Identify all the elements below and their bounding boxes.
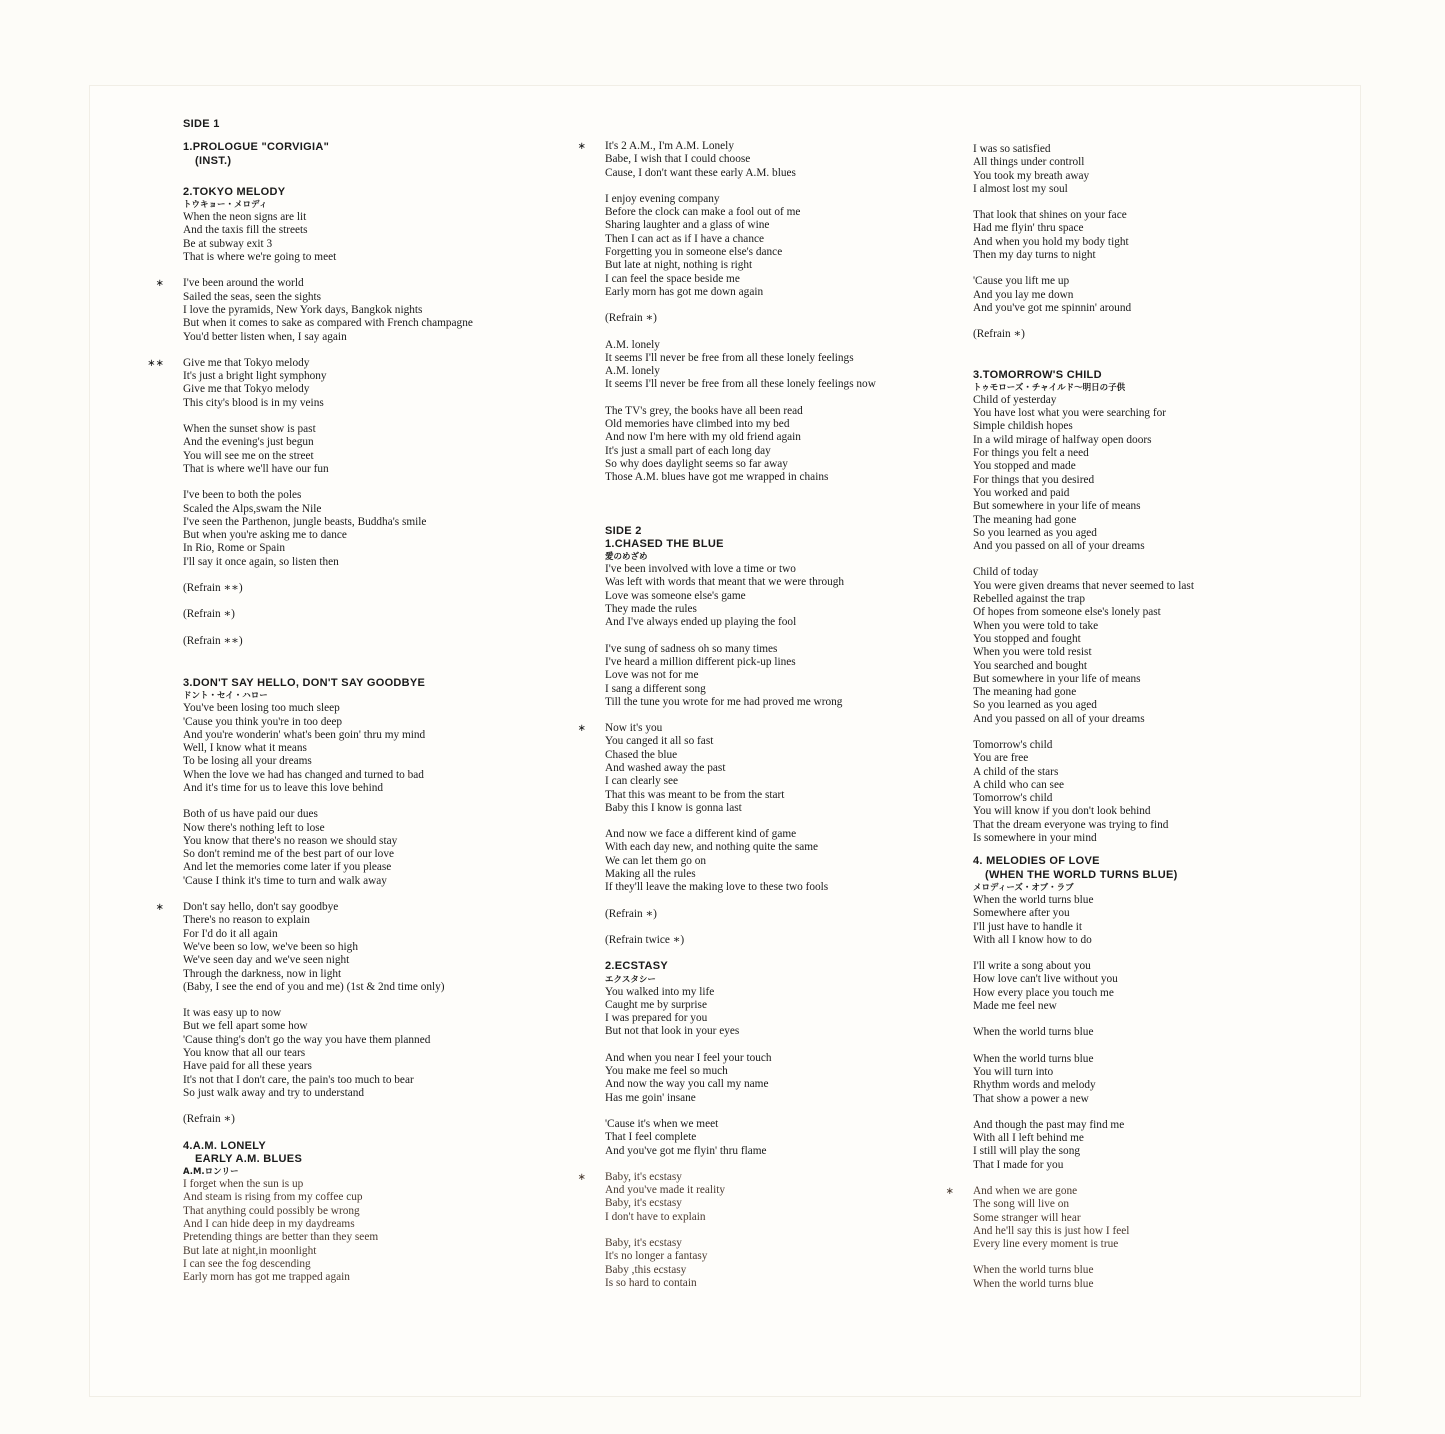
side-1-heading: SIDE 1 — [183, 118, 220, 130]
lyric-line: How love can't live without you — [973, 973, 1118, 986]
lyric-line: So you learned as you aged — [973, 699, 1097, 712]
lyric-line: Now it's you — [605, 722, 663, 735]
stanza — [165, 489, 545, 569]
lyric-line: Those A.M. blues have got me wrapped in chains — [605, 471, 829, 484]
lyric-line: You worked and paid — [973, 486, 1070, 499]
song-subtitle-early-am-blues: EARLY A.M. BLUES — [195, 1152, 303, 1165]
lyric-line: And washed away the past — [605, 761, 726, 774]
lyric-line: You stopped and made — [973, 460, 1076, 473]
lyric-line: That show a power a new — [973, 1092, 1089, 1105]
lyric-line: For I'd do it all again — [183, 927, 278, 940]
stanza-refrain-star — [945, 1185, 1335, 1251]
refrain-note: (Refrain twice ∗) — [605, 933, 685, 946]
lyric-line: Baby ,this ecstasy — [605, 1263, 687, 1276]
lyric-line: You will know if you don't look behind — [973, 805, 1151, 818]
stanza — [587, 193, 967, 299]
lyric-line: Somewhere after you — [973, 907, 1070, 920]
lyric-line: Rebelled against the trap — [973, 593, 1085, 606]
lyric-line: And you're wonderin' what's been goin' thru my mind — [183, 728, 426, 741]
lyric-line: 'Cause thing's don't go the way you have them planned — [183, 1033, 431, 1046]
song-title-prologue: 1.PROLOGUE "CORVIGIA" — [183, 141, 330, 154]
lyric-line: When the sunset show is past — [183, 423, 316, 436]
lyric-line: I still will play the song — [973, 1145, 1081, 1158]
lyric-line: In Rio, Rome or Spain — [183, 542, 285, 555]
lyric-line: That I made for you — [973, 1158, 1064, 1171]
song-title-tomorrows-child: 3.TOMORROW'S CHILD — [973, 368, 1102, 381]
lyric-line: When the neon signs are lit — [183, 211, 307, 224]
lyric-line: A child of the stars — [973, 765, 1059, 778]
stanza — [587, 1237, 967, 1290]
song-jp-title: トウキョー・メロディ — [183, 200, 268, 211]
lyric-line: But when it comes to sake as compared with French champagne — [183, 317, 473, 330]
lyrics-column-2 — [577, 140, 967, 1290]
lyric-line: When the world turns blue — [973, 1277, 1094, 1290]
lyric-line: Was left with words that meant that we were through — [605, 576, 845, 589]
stanza-refrain-star — [577, 140, 967, 180]
lyric-line: I enjoy evening company — [605, 192, 720, 205]
lyric-line: Well, I know what it means — [183, 742, 307, 755]
lyric-line: And steam is rising from my coffee cup — [183, 1191, 363, 1204]
lyric-line: I can feel the space beside me — [605, 272, 740, 285]
lyric-line: I'll write a song about you — [973, 960, 1091, 973]
lyric-line: Babe, I wish that I could choose — [605, 153, 751, 166]
lyric-line: Scaled the Alps,swam the Nile — [183, 502, 322, 515]
lyric-line: I can see the fog descending — [183, 1257, 311, 1270]
song-title-tokyo-melody: 2.TOKYO MELODY — [183, 185, 286, 198]
lyric-line: Making all the rules — [605, 868, 696, 881]
lyric-line: And when you near I feel your touch — [605, 1051, 772, 1064]
stanza-refrain-star — [577, 1170, 967, 1224]
lyrics-column-1 — [147, 118, 545, 1284]
stanza-refrain-double-star — [147, 356, 545, 410]
lyric-line: Baby, it's ecstasy — [605, 1170, 682, 1183]
lyric-line: That the dream everyone was trying to find — [973, 818, 1169, 831]
stanza — [587, 1118, 967, 1158]
lyric-line: When you were told resist — [973, 646, 1092, 659]
lyric-line: Sailed the seas, seen the sights — [183, 290, 322, 303]
side-2-heading: SIDE 2 — [605, 524, 642, 537]
refrain-mark: ∗ — [577, 723, 586, 735]
stanza — [165, 808, 545, 888]
lyric-line: The meaning had gone — [973, 686, 1077, 699]
lyric-line: I forget when the sun is up — [183, 1178, 304, 1191]
lyric-line: You were given dreams that never seemed to last — [973, 579, 1194, 592]
song-subtitle-when-the-world-turns-blue: (WHEN THE WORLD TURNS BLUE) — [985, 868, 1178, 881]
song-jp-title: トゥモローズ・チャイルド～明日の子供 — [973, 382, 1126, 393]
lyric-line: We can let them go on — [605, 854, 707, 867]
lyric-line: And the evening's just begun — [183, 436, 314, 449]
lyric-line: You make me feel so much — [605, 1065, 728, 1078]
lyric-line: Some stranger will hear — [973, 1211, 1081, 1224]
lyric-line: The song will live on — [973, 1198, 1070, 1211]
lyric-line: You know that there's no reason we should stay — [183, 834, 398, 847]
refrain-mark: ∗ — [945, 1186, 954, 1197]
lyric-line: Made me feel new — [973, 1000, 1057, 1013]
stanza — [165, 702, 545, 795]
lyric-line: Every line every moment is true — [973, 1238, 1119, 1251]
stanza — [955, 1026, 1335, 1039]
lyric-line: Be at subway exit 3 — [183, 237, 273, 250]
lyric-line: For things you felt a need — [973, 447, 1089, 460]
lyric-line: You know that all our tears — [183, 1047, 306, 1060]
lyrics-column-3 — [945, 143, 1335, 1291]
lyric-line: So why does daylight seems so far away — [605, 457, 788, 470]
song-title-chased-the-blue: 1.CHASED THE BLUE — [605, 537, 724, 550]
stanza-refrain-star — [577, 722, 967, 815]
lyric-line: If they'll leave the making love to these two fools — [605, 881, 829, 894]
stanza — [587, 405, 967, 485]
lyric-line: I've seen the Parthenon, jungle beasts, Buddha's smile — [183, 515, 427, 528]
lyric-line: We've seen day and we've seen night — [183, 954, 350, 967]
lyric-line: Now there's nothing left to lose — [183, 821, 325, 834]
lyric-line: And you passed on all of your dreams — [973, 540, 1145, 553]
stanza — [955, 739, 1335, 845]
lyric-line: And though the past may find me — [973, 1118, 1125, 1131]
lyric-line: The meaning had gone — [973, 513, 1077, 526]
stanza — [165, 1007, 545, 1100]
refrain-mark: ∗∗ — [147, 357, 164, 369]
lyric-line: Rhythm words and melody — [973, 1079, 1096, 1092]
lyric-line: But we fell apart some how — [183, 1020, 308, 1033]
lyric-line: When the world turns blue — [973, 1052, 1094, 1065]
lyric-line: Is somewhere in your mind — [973, 832, 1097, 845]
refrain-note: (Refrain ∗) — [605, 907, 657, 920]
song-jp-title: 愛のめざめ — [605, 552, 648, 563]
lyric-line: And now the way you call my name — [605, 1078, 769, 1091]
stanza — [955, 1119, 1335, 1172]
stanza — [955, 960, 1335, 1013]
lyric-line: And now we face a different kind of game — [605, 828, 797, 841]
lyric-line: Love was someone else's game — [605, 589, 746, 602]
lyric-line: (Baby, I see the end of you and me) (1st & 2nd time only) — [183, 980, 445, 993]
lyric-line: I've been around the world — [183, 277, 304, 290]
stanza — [587, 986, 967, 1039]
song-jp-title: A.M.ロンリー — [183, 1167, 239, 1178]
lyric-line: It's not that I don't care, the pain's too much to bear — [183, 1073, 414, 1086]
stanza — [587, 339, 967, 392]
lyric-line: So you learned as you aged — [973, 526, 1097, 539]
lyric-line: They made the rules — [605, 603, 697, 616]
lyric-line: And you passed on all of your dreams — [973, 712, 1145, 725]
lyric-line: 'Cause you lift me up — [973, 275, 1070, 288]
song-jp-title: ドント・セイ・ハロー — [183, 691, 268, 702]
song-title-melodies-of-love: 4. MELODIES OF LOVE — [973, 855, 1100, 868]
lyric-line: And now I'm here with my old friend again — [605, 431, 801, 444]
lyric-line: It's no longer a fantasy — [605, 1250, 708, 1263]
lyric-line: When the love we had has changed and turned to bad — [183, 768, 424, 781]
lyric-line: This city's blood is in my veins — [183, 396, 324, 409]
song-jp-title: メロディーズ・オブ・ラブ — [973, 882, 1074, 893]
stanza — [165, 1178, 545, 1284]
lyric-line: We've been so low, we've been so high — [183, 940, 358, 953]
refrain-note: (Refrain ∗∗) — [183, 634, 243, 647]
stanza — [955, 394, 1335, 554]
refrain-note: (Refrain ∗∗) — [183, 582, 243, 595]
lyric-line: And I can hide deep in my daydreams — [183, 1218, 355, 1230]
lyric-line: Baby, it's ecstasy — [605, 1197, 682, 1210]
lyric-line: That is where we're going to meet — [183, 251, 337, 264]
lyric-line: But when you're asking me to dance — [183, 529, 347, 542]
lyric-line: I've heard a million different pick-up lines — [605, 655, 796, 668]
lyric-line: You've been losing too much sleep — [183, 702, 340, 715]
lyric-line: Old memories have climbed into my bed — [605, 418, 790, 431]
lyric-line: But late at night,in moonlight — [183, 1244, 317, 1257]
stanza — [165, 423, 545, 476]
refrain-mark: ∗ — [577, 141, 586, 152]
lyric-line: When the world turns blue — [973, 1026, 1094, 1039]
lyric-line: So don't remind me of the best part of our love — [183, 848, 394, 861]
lyric-line: It's just a small part of each long day — [605, 444, 771, 457]
lyric-line: When you were told to take — [973, 619, 1099, 632]
lyric-line: But somewhere in your life of means — [973, 500, 1141, 513]
lyric-line: Has me goin' insane — [605, 1091, 696, 1104]
lyric-line: But late at night, nothing is right — [605, 259, 753, 272]
lyric-line: Forgetting you in someone else's dance — [605, 246, 783, 259]
lyric-line: When the world turns blue — [973, 1264, 1094, 1277]
refrain-note: (Refrain ∗) — [183, 1113, 235, 1126]
lyric-line: Have paid for all these years — [183, 1060, 312, 1073]
lyric-line: All things under controll — [973, 156, 1085, 169]
lyric-line: Of hopes from someone else's lonely past — [973, 606, 1161, 619]
lyric-line: And you've got me spinnin' around — [973, 301, 1132, 314]
lyric-line: Child of today — [973, 566, 1039, 579]
lyric-line: Simple childish hopes — [973, 420, 1073, 433]
lyric-line: I'll say it once again, so listen then — [183, 555, 339, 568]
lyric-line: I was so satisfied — [973, 143, 1051, 155]
lyric-line: A.M. lonely — [605, 365, 660, 378]
lyric-line: That I feel complete — [605, 1131, 697, 1144]
lyric-line: With each day new, and nothing quite the same — [605, 841, 819, 854]
lyric-line: And you've made it reality — [605, 1184, 725, 1197]
song-subtitle-inst: (INST.) — [195, 154, 232, 167]
lyric-line: Through the darkness, now in light — [183, 967, 342, 980]
stanza — [955, 275, 1335, 315]
lyric-line: I don't have to explain — [605, 1210, 706, 1223]
lyric-line: And I've always ended up playing the fool — [605, 616, 797, 629]
lyric-line: And you lay me down — [973, 288, 1074, 301]
stanza — [955, 143, 1335, 196]
lyric-line: I've been to both the poles — [183, 489, 302, 502]
stanza — [165, 211, 545, 264]
lyric-line: You stopped and fought — [973, 632, 1081, 645]
lyric-line: Before the clock can make a fool out of me — [605, 206, 801, 219]
lyric-line: Till the tune you wrote for me had proved me wrong — [605, 695, 843, 708]
lyric-line: Both of us have paid our dues — [183, 808, 318, 821]
lyric-line: You will turn into — [973, 1065, 1054, 1078]
lyric-line: I was prepared for you — [605, 1012, 708, 1025]
lyric-line: That is where we'll have our fun — [183, 462, 329, 475]
lyric-line: 'Cause I think it's time to turn and walk away — [183, 874, 387, 887]
stanza — [955, 894, 1335, 947]
lyric-line: Baby, it's ecstasy — [605, 1237, 682, 1249]
lyric-line: How every place you touch me — [973, 986, 1114, 999]
lyric-line: Baby this I know is gonna last — [605, 801, 742, 814]
lyric-line: That look that shines on your face — [973, 209, 1127, 222]
lyric-line: Early morn has got me trapped again — [183, 1271, 350, 1284]
lyric-line: It's just a bright light symphony — [183, 370, 327, 383]
refrain-note: (Refrain ∗) — [973, 328, 1025, 341]
song-title-dont-say-hello: 3.DON'T SAY HELLO, DON'T SAY GOODBYE — [183, 676, 426, 689]
lyric-line: You will see me on the street — [183, 449, 314, 462]
lyric-line: Child of yesterday — [973, 393, 1057, 406]
lyric-line: You walked into my life — [605, 985, 715, 998]
lyric-line: And when we are gone — [973, 1185, 1078, 1197]
lyric-line: And let the memories come later if you please — [183, 861, 392, 874]
song-title-ecstasy: 2.ECSTASY — [605, 960, 669, 973]
lyric-line: You searched and bought — [973, 659, 1087, 672]
lyric-line: So just walk away and try to understand — [183, 1086, 365, 1099]
refrain-note: (Refrain ∗) — [183, 608, 235, 621]
stanza — [955, 1053, 1335, 1106]
lyric-line: You'd better listen when, I say again — [183, 330, 347, 343]
stanza — [955, 1264, 1335, 1291]
stanza-refrain-star — [155, 277, 545, 343]
refrain-mark: ∗ — [155, 902, 164, 914]
lyric-line: Don't say hello, don't say goodbye — [183, 901, 339, 914]
stanza — [587, 563, 967, 629]
lyric-line: The TV's grey, the books have all been read — [605, 404, 803, 417]
lyric-line: Caught me by surprise — [605, 998, 707, 1011]
lyric-line: And he'll say this is just how I feel — [973, 1224, 1130, 1237]
lyric-line: Early morn has got me down again — [605, 285, 764, 298]
lyric-line: It seems I'll never be free from all these lonely feelings — [605, 351, 854, 364]
lyric-line: But not that look in your eyes — [605, 1025, 740, 1038]
lyric-line: It's 2 A.M., I'm A.M. Lonely — [605, 140, 734, 152]
lyric-line: To be losing all your dreams — [183, 755, 312, 768]
lyric-line: That this was meant to be from the start — [605, 788, 785, 801]
stanza-refrain-star — [155, 901, 545, 994]
lyric-line: And it's time for us to leave this love behind — [183, 781, 384, 794]
lyric-line: Give me that Tokyo melody — [183, 356, 310, 369]
lyric-line: With all I left behind me — [973, 1132, 1084, 1145]
song-title-am-lonely: 4.A.M. LONELY — [183, 1139, 266, 1152]
refrain-note: (Refrain ∗) — [605, 312, 657, 325]
lyric-line: You are free — [973, 752, 1029, 765]
lyric-line: Pretending things are better than they seem — [183, 1231, 379, 1244]
lyric-line: Cause, I don't want these early A.M. blues — [605, 166, 796, 179]
lyric-line: And the taxis fill the streets — [183, 224, 308, 237]
lyric-line: That anything could possibly be wrong — [183, 1204, 360, 1217]
lyric-line: You have lost what you were searching for — [973, 407, 1167, 420]
lyric-line: Is so hard to contain — [605, 1276, 697, 1289]
lyric-line: 'Cause you think you're in too deep — [183, 715, 343, 728]
lyric-line: In a wild mirage of halfway open doors — [973, 433, 1152, 446]
lyric-line: Give me that Tokyo melody — [183, 383, 310, 396]
lyric-line: You canged it all so fast — [605, 735, 714, 748]
lyric-line: When the world turns blue — [973, 893, 1094, 906]
lyric-line: But somewhere in your life of means — [973, 672, 1141, 685]
lyric-line: It seems I'll never be free from all these lonely feelings now — [605, 378, 876, 391]
stanza — [587, 1052, 967, 1105]
lyric-line: Then I can act as if I have a chance — [605, 232, 765, 245]
lyric-line: Chased the blue — [605, 748, 678, 761]
lyric-line: Then my day turns to night — [973, 249, 1096, 262]
refrain-mark: ∗ — [155, 278, 164, 290]
lyric-line: I sang a different song — [605, 682, 706, 695]
stanza — [955, 209, 1335, 262]
stanza — [955, 566, 1335, 726]
lyric-line: There's no reason to explain — [183, 914, 310, 927]
lyric-line: I almost lost my soul — [973, 182, 1068, 195]
lyric-line: Had me flyin' thru space — [973, 222, 1084, 235]
lyric-line: With all I know how to do — [973, 933, 1092, 946]
lyric-line: You took my breath away — [973, 169, 1090, 182]
stanza — [587, 643, 967, 709]
lyric-line: A child who can see — [973, 778, 1064, 791]
lyric-line: I can clearly see — [605, 775, 679, 788]
stanza — [587, 828, 967, 894]
lyric-line: Tomorrow's child — [973, 738, 1053, 751]
song-jp-title: エクスタシー — [605, 974, 656, 985]
lyric-line: I've sung of sadness oh so many times — [605, 642, 778, 655]
refrain-mark: ∗ — [577, 1171, 586, 1183]
lyric-line: 'Cause it's when we meet — [605, 1117, 719, 1130]
lyric-line: And you've got me flyin' thru flame — [605, 1144, 767, 1157]
lyric-line: A.M. lonely — [605, 338, 660, 351]
lyric-line: Tomorrow's child — [973, 792, 1053, 805]
lyric-line: Love was not for me — [605, 669, 699, 682]
lyric-line: It was easy up to now — [183, 1007, 282, 1020]
lyric-line: For things that you desired — [973, 473, 1095, 486]
lyric-line: I'll just have to handle it — [973, 920, 1083, 933]
lyric-line: Sharing laughter and a glass of wine — [605, 219, 770, 232]
lyric-line: And when you hold my body tight — [973, 235, 1129, 248]
lyric-line: I love the pyramids, New York days, Bangkok nights — [183, 303, 423, 316]
lyric-line: I've been involved with love a time or two — [605, 563, 796, 576]
